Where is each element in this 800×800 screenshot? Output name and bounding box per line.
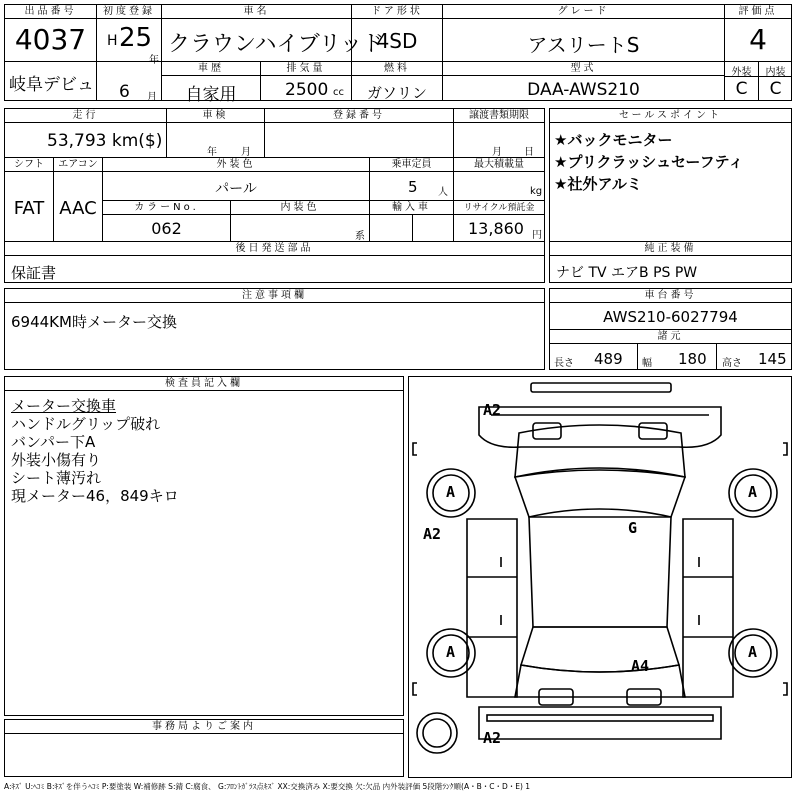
fuel-label: 燃料 [352,62,442,76]
grade-box [442,4,725,62]
reg-month: 6 [119,82,130,102]
notes-label: 注意事項欄 [5,289,544,303]
car-diagram [408,376,792,778]
equipment: ナビ TV エアB PS PW [556,265,698,281]
ext-color-label: 外装色 [103,158,369,172]
load-box [453,157,545,201]
mark-front-bumper: A2 [483,401,502,419]
shift-box [4,157,54,242]
ext-color-box [102,157,370,201]
history-box [161,61,261,105]
chassis-box [549,288,792,330]
era: H [107,33,118,49]
wid-label: 幅 [642,358,652,369]
recycle-label: リサイクル預託金 [454,201,544,215]
mark-wheel-rl: A [446,643,456,661]
inspector-line: 現メーター46，849キロ [11,487,179,505]
type: DAA-AWS210 [527,80,640,100]
venue-box [4,61,97,101]
ext-color: パール [215,181,257,197]
capacity-label: 乗車定員 [370,158,453,172]
year-unit: 年 [149,55,159,66]
inspector-line: シート薄汚れ [11,469,102,487]
transfer-day-unit: 日 [524,147,534,158]
mark-wheel-fl: A [446,483,456,501]
shift: FAT [13,198,45,219]
sales-point: ★バックモニター [554,131,673,149]
inspector-line: メーター交換車 [11,397,117,415]
transfer-box [453,108,545,158]
mark-left-side: A2 [423,525,442,543]
reg-no-label: 登録番号 [265,109,453,123]
transfer-label: 譲渡書類期限 [454,109,544,123]
car-outline [409,377,791,777]
inspection-box [166,108,265,158]
chassis-number: AWS210-6027794 [603,308,738,326]
notes-box [4,288,545,370]
score: 4 [749,23,767,56]
color-no-box [102,200,231,242]
sales-point: ★社外アルミ [554,175,642,193]
mark-wheel-fr: A [748,483,758,501]
mileage: 53,793 km($) [47,131,163,151]
type-box [442,61,725,101]
equipment-box [549,241,792,283]
venue: 岐阜デビュ [9,75,94,95]
reg-year: 25 [119,23,153,53]
color-no-label: カラーNo. [103,201,230,215]
insp-month-unit: 月 [241,147,251,158]
capacity-box [369,157,454,201]
shift-label: シフト [5,158,53,172]
grade-label: グレード [443,5,724,19]
inspection-label: 車検 [167,109,264,123]
model: クラウンハイブリッド [168,32,385,57]
transfer-month-unit: 月 [492,147,502,158]
hgt-label: 高さ [722,358,742,369]
score-label: 評価点 [725,5,791,19]
door: 4SD [376,29,418,53]
type-label: 型式 [443,62,724,76]
dims-label: 諸元 [550,330,791,344]
wid: 180 [678,350,707,368]
fuel: ガソリン [366,84,427,102]
history-label: 車歴 [162,62,260,76]
ac-label: エアコン [54,158,102,172]
ext-label: 外装 [731,67,752,78]
import-box [369,200,454,242]
mark-roof: G [628,519,638,537]
inspector-label: 検査員記入欄 [5,377,403,391]
int-color-box [230,200,370,242]
chassis-label: 車台番号 [550,289,791,303]
sales-point: ★プリクラッシュセーフティ [554,153,744,171]
sales-box [549,108,792,242]
load-unit: kg [530,186,543,197]
office-box [4,719,404,777]
insp-year-unit: 年 [207,147,217,158]
month-unit: 月 [147,92,157,103]
score-box [724,4,792,62]
inspector-line: ハンドルグリップ破れ [11,415,161,433]
dims-box [549,329,792,370]
ship-label: 後日発送部品 [5,242,544,256]
ac: AAC [59,198,97,219]
ext-int-box [724,61,792,101]
len: 489 [594,350,623,368]
month-box [96,61,162,101]
ac-box [53,157,103,242]
reg-no-box [264,108,454,158]
lot-number: 4037 [14,23,87,56]
int-color-label: 内装色 [231,201,369,215]
mark-rear-bumper: A2 [483,729,502,747]
lot-box [4,4,97,62]
ship-box [4,241,545,283]
import-label: 輸入車 [370,201,453,215]
displacement-label: 排気量 [261,62,351,76]
inspector-box [4,376,404,716]
color-no: 062 [151,219,182,238]
len-label: 長さ [554,358,574,369]
first-reg-label: 初度登録 [97,5,161,19]
office-label: 事務局よりご案内 [5,720,403,734]
sales-label: セールスポイント [550,109,791,123]
door-box [351,4,443,62]
grade: アスリートS [527,33,640,57]
fuel-box [351,61,443,101]
inspector-line: 外装小傷有り [11,451,102,469]
displacement: 2500 [285,80,329,100]
first-reg-box [96,4,162,66]
door-label: ドア形状 [352,5,442,19]
legend: A:ｷｽﾞ U:ﾍｺﾐ B:ｷｽﾞを伴うﾍｺﾐ P:要塗装 W:補修跡 S:錆 C:腐食、 G:ﾌﾛﾝﾄｶﾞﾗｽ点ｷｽﾞ XX:交換済み X:要交換 欠:欠品 内外装評価 5段階ﾗﾝｸ順(A・B・C・D・E) 1 [4,782,531,791]
history: 自家用 [185,85,237,105]
lot-label: 出品番号 [5,5,96,19]
hgt: 145 [758,350,787,368]
equipment-label: 純正装備 [550,242,791,256]
capacity-unit: 人 [438,187,448,198]
recycle-unit: 円 [532,230,542,241]
mileage-label: 走行 [5,109,166,123]
recycle-box [453,200,545,242]
load-label: 最大積載量 [454,158,544,172]
model-box [161,4,385,62]
displacement-box [260,61,352,101]
mileage-box [4,108,167,158]
mark-trunk: A4 [631,657,650,675]
displacement-unit: cc [333,87,344,98]
notes-text: 6944KM時メーター交換 [11,313,177,331]
ext-grade: C [735,79,748,99]
int-label: 内装 [765,67,786,78]
model-label: 車名 [162,5,351,19]
mark-wheel-rr: A [748,643,758,661]
ship: 保証書 [11,264,57,282]
capacity: 5 [408,178,418,196]
recycle: 13,860 [468,219,524,238]
int-grade: C [769,79,782,99]
int-color-unit: 系 [355,231,365,242]
inspector-line: バンパー下A [11,433,96,451]
